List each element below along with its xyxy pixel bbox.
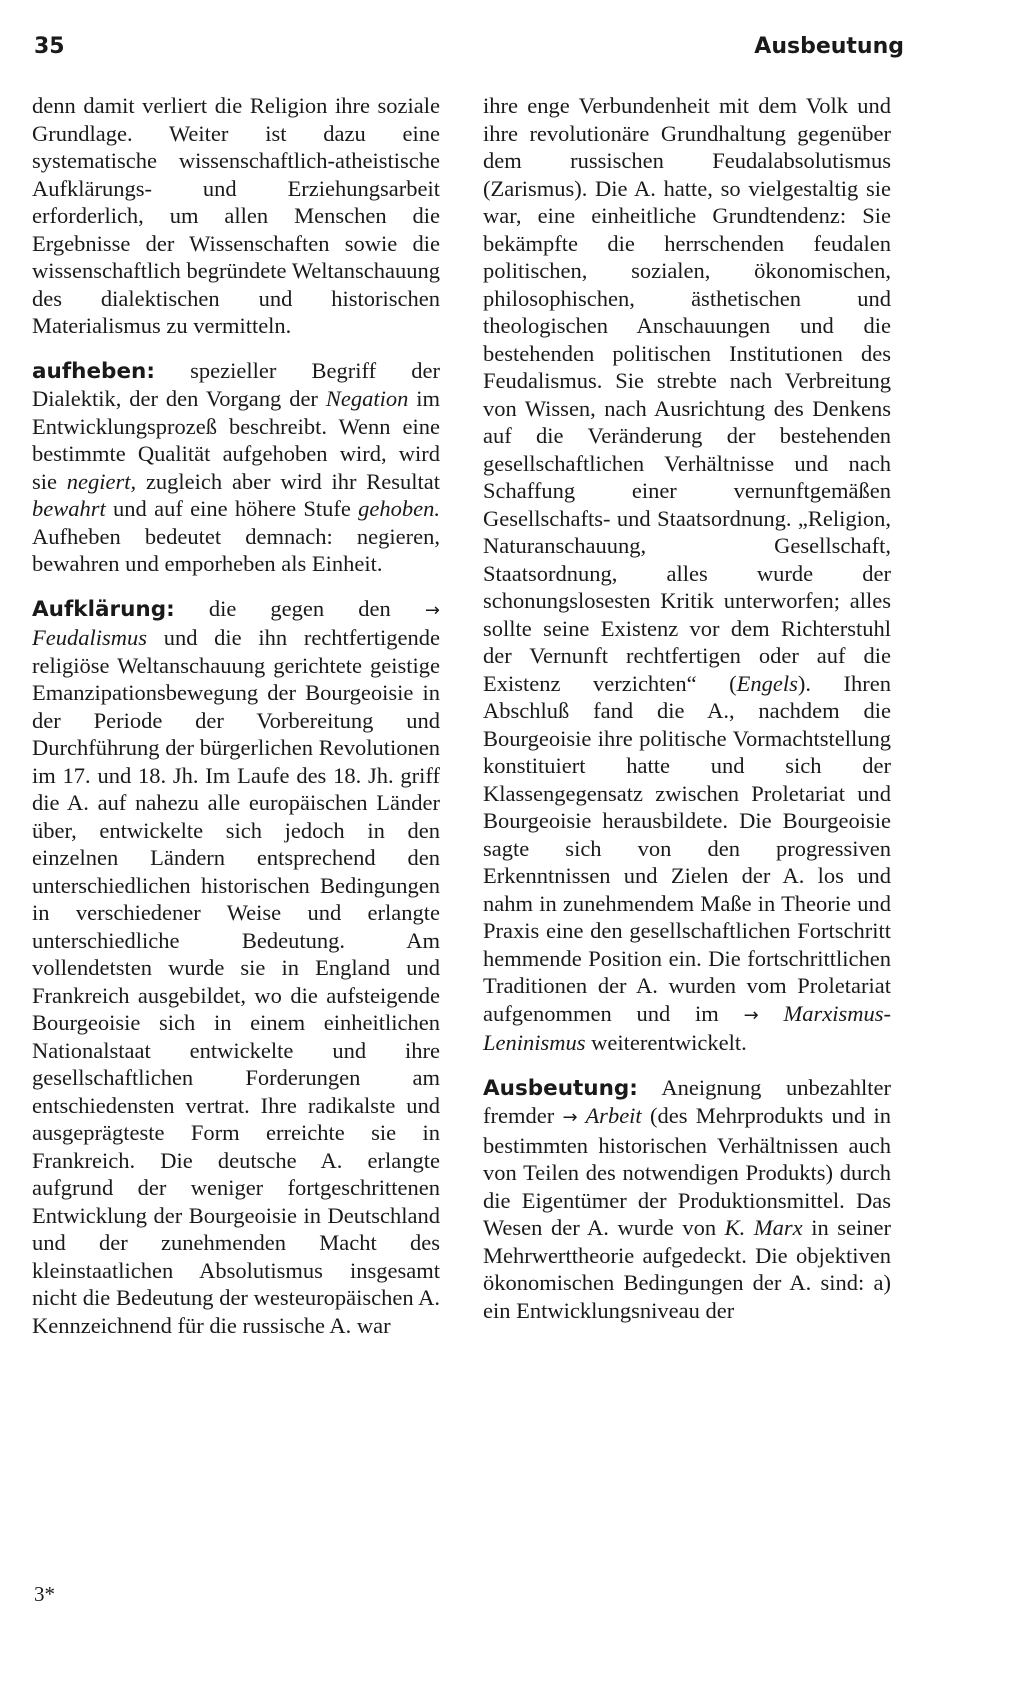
italic-emphasis: bewahrt [32, 496, 106, 521]
entry-aufklaerung-continued [483, 92, 891, 1057]
entry-aufklaerung [32, 595, 440, 1340]
cross-reference-arrow-icon: → [562, 1107, 578, 1128]
page-number: 35 [34, 34, 65, 59]
entry-text: und auf eine höhere Stufe [105, 496, 359, 521]
italic-reference: Arbeit [577, 1103, 642, 1128]
entry-text: (des Mehrprodukts und in bestimmten historischen Verhältnissen auch von Teilen des notwendigen Produkts) durch die Eigentümer der Produktionsmittel. Das Wesen der A. wurde von [483, 1103, 891, 1240]
entry-text: die gegen den [174, 595, 425, 621]
entry-text: zugleich aber wird ihr Resultat [136, 468, 441, 494]
signature-mark: 3* [34, 1582, 55, 1606]
italic-reference: Engels [736, 670, 798, 696]
cross-reference-arrow-icon: → [424, 599, 440, 621]
page-header [34, 30, 904, 70]
entry-text: ihre enge Verbundenheit mit dem Volk und ihre revolutionäre Grundhaltung gegenüber dem russischen Feudalabsolutismus (Zarismus). Die A. hatte, so vielgestaltig sie war, eine einheitliche Grundtendenz: Sie bekämpfte die herrschenden feudalen politischen, sozialen, ökonomischen, philosophischen, ästhetischen und theologischen Anschauungen und die bestehenden politischen Institutionen des Feudalismus. Sie strebte nach Verbreitung von Wissen, nach Ausrichtung des Denkens auf die Veränderung der bestehenden gesellschaftlichen Verhältnisse und nach Schaffung einer vernunftgemäßen Gesellschafts- und Staatsordnung. „Religion, Naturanschauung, Gesellschaft, Staatsordnung, alles wurde der schonungslosesten Kritik unterworfen; alles sollte seine Existenz vor dem Richterstuhl der Vernunft rechtfertigen oder auf die Existenz verzichten“ ( [483, 93, 891, 696]
entry-text: spezieller Begriff der Dialektik, der den Vorgang der [32, 357, 440, 411]
entry-text: weiterentwickelt. [585, 1030, 747, 1055]
right-column [483, 92, 891, 1324]
paragraph-text: denn damit verliert die Religion ihre soziale Grundlage. Weiter ist dazu eine systematische wissenschaftlich-atheistische Aufklärungs- und Erziehungsarbeit erforderlich, um allen Menschen die Ergebnisse der Wissenschaften sowie die wissenschaftlich begründete Weltanschauung des dialektischen und historischen Materialismus zu vermitteln. [32, 93, 440, 338]
entry-term: aufheben: [32, 358, 155, 384]
entry-aufheben [32, 357, 440, 578]
entry-term: Ausbeutung: [483, 1075, 638, 1101]
italic-emphasis: gehoben. [358, 496, 440, 521]
italic-reference: K. Marx [724, 1215, 803, 1240]
entry-ausbeutung [483, 1074, 891, 1325]
entry-text: in seiner Mehrwerttheorie aufgedeckt. Die objektiven ökonomischen Bedingungen der A. sind: a) ein Entwicklungsniveau der [483, 1215, 891, 1323]
entry-text: Aneignung unbezahlter fremder [483, 1074, 891, 1128]
cross-reference-arrow-icon: → [743, 1004, 759, 1026]
entry-term: Aufklärung: [32, 596, 175, 622]
entry-text: im Entwicklungsprozeß beschreibt. Wenn eine bestimmte Qualität aufgehoben wird, wird sie [32, 386, 440, 494]
italic-reference: Negation [325, 386, 409, 411]
italic-emphasis: negiert, [66, 468, 137, 494]
italic-reference: Marxismus-Leninismus [483, 1000, 891, 1055]
running-head: Ausbeutung [754, 34, 904, 59]
paragraph-religion-cont [32, 92, 440, 340]
entry-text: und die ihn rechtfertigende religiöse Weltanschauung gerichtete geistige Emanzipationsbewegung der Bourgeoisie in der Periode der Vorbereitung und Durchführung der bürgerlichen Revolutionen im 17. und 18. Jh. Im Laufe des 18. Jh. griff die A. auf nahezu alle europäischen Länder über, entwickelte sich jedoch in den einzelnen Ländern entsprechend den unterschiedlichen historischen Bedingungen in verschiedener Weise und erlangte unterschiedliche Bedeutung. Am vollendetsten wurde sie in England und Frankreich ausgebildet, wo die aufsteigende Bourgeoisie sich in einem einheitlichen Nationalstaat entwickelte und ihre gesellschaftlichen Forderungen am entschiedensten vertrat. Ihre radikalste und ausgeprägteste Form erreichte sie in Frankreich. Die deutsche A. erlangte aufgrund der weniger fortgeschrittenen Entwicklung der Bourgeoisie in Deutschland und der zunehmenden Macht des kleinstaatlichen Absolutismus insgesamt nicht die Bedeutung der westeuropäischen A. Kennzeichnend für die russische A. war [32, 625, 440, 1338]
italic-reference: Feudalismus [32, 625, 147, 650]
left-column [32, 92, 440, 1339]
entry-text: ). Ihren Abschluß fand die A., nachdem die Bourgeoisie ihre politische Vormachtstellung konstituiert hatte und sich der Klassengegensatz zwischen Proletariat und Bourgeoisie herausbildete. Die Bourgeoisie sagte sich von den progressiven Erkenntnissen und Zielen der A. los und nahm in zunehmendem Maße in Theorie und Praxis eine den gesellschaftlichen Fortschritt hemmende Position ein. Die fortschrittlichen Traditionen der A. wurden vom Proletariat aufgenommen und im [483, 670, 891, 1026]
entry-text: Aufheben bedeutet demnach: negieren, bewahren und emporheben als Einheit. [32, 523, 440, 576]
